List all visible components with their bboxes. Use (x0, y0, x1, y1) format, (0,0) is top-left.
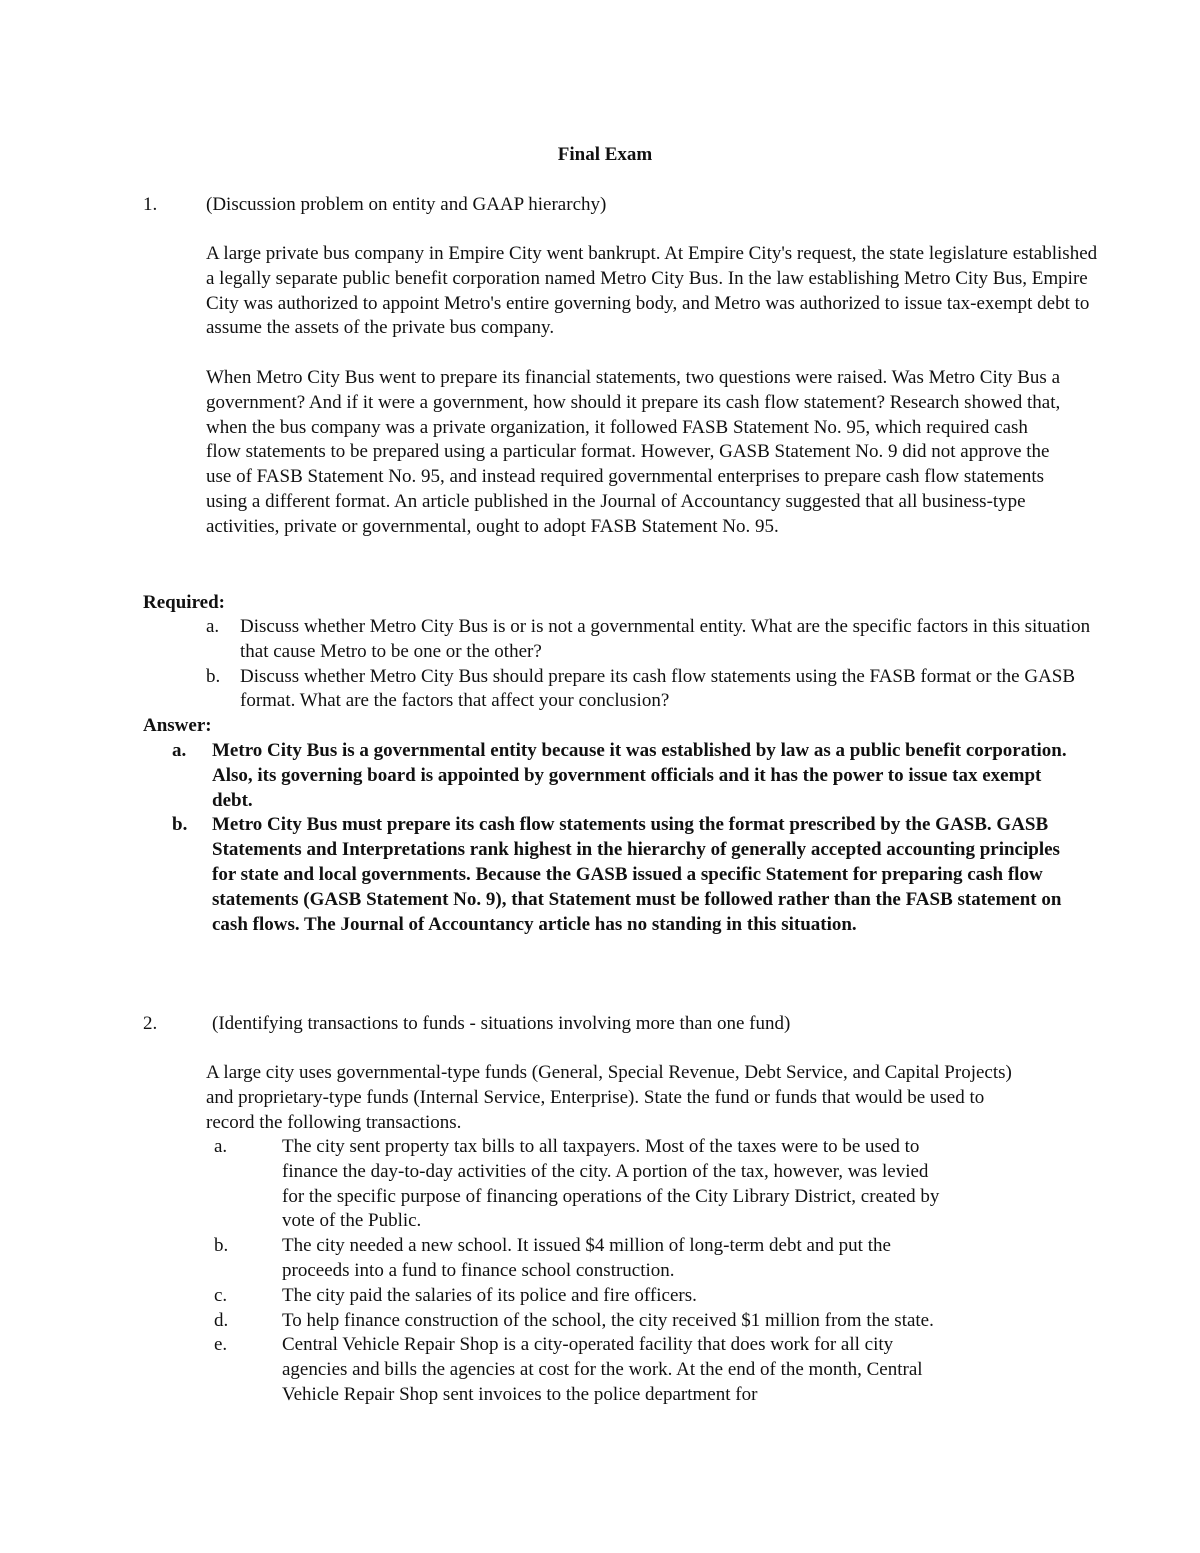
answer-heading: Answer: (143, 715, 212, 736)
question-1-topic-text: (Discussion problem on entity and GAAP hierarchy) (206, 194, 607, 215)
transaction-item-e (206, 1333, 1086, 1407)
transaction-item-e-marker: e. (214, 1334, 228, 1356)
question-1-number: 1. (143, 194, 158, 215)
required-item-a-text: Discuss whether Metro City Bus is or is not a governmental entity. What are the specific factors in this situation that cause Metro to be one or the other? (240, 616, 1091, 662)
transaction-item-a-marker: a. (214, 1136, 228, 1157)
required-list (206, 615, 1106, 714)
transaction-item-d (206, 1309, 1086, 1334)
transaction-item-b-text: The city needed a new school. It issued $4 million of long-term debt and put the proceeds into a fund to finance school construction. (282, 1235, 891, 1281)
transactions-list (206, 1135, 1086, 1408)
question-2-topic (212, 1012, 1122, 1037)
required-item-b (206, 665, 1106, 715)
answer-item-b-marker: b. (172, 814, 188, 836)
transaction-item-b (206, 1234, 1086, 1284)
transaction-item-c-text: The city paid the salaries of its police and fire officers. (282, 1284, 697, 1306)
question-2-intro (206, 1061, 1016, 1135)
transaction-item-e-text: Central Vehicle Repair Shop is a city-operated facility that does work for all city agencies and bills the agencies at cost for the work. At the end of the month, Central Vehicle Repair Shop sent invoices to the police department for (282, 1334, 923, 1405)
answer-item-b (172, 813, 1072, 937)
required-item-b-text: Discuss whether Metro City Bus should prepare its cash flow statements using the FASB format or the GASB format. What are the factors that affect your conclusion? (240, 665, 1076, 712)
transaction-item-b-marker: b. (214, 1235, 229, 1257)
transaction-item-c-marker: c. (214, 1284, 228, 1306)
required-item-b-marker: b. (206, 665, 221, 687)
transaction-item-a (206, 1135, 1086, 1234)
question-1-paragraph-2 (206, 366, 1066, 540)
answer-item-a-marker: a. (172, 740, 187, 761)
question-1-paragraph-1 (206, 242, 1106, 341)
required-heading: Required: (143, 592, 225, 613)
required-item-a-marker: a. (206, 616, 220, 637)
transaction-item-c (206, 1284, 1086, 1309)
page-title: Final Exam (557, 144, 653, 165)
question-1-paragraph-2-text: When Metro City Bus went to prepare its financial statements, two questions were raised. Was Metro City Bus a government? And if it were a government, how should it prepare its cash flow statement? Research showed that, when the bus company was a private organization, it followed FASB Statement No. 95, which required cash flow statements to be prepared using a particular format. However, GASB Statement No. 9 did not approve the use of FASB Statement No. 95, and instead required governmental enterprises to prepare cash flow statements using a different format. An article published in the Journal of Accountancy suggested that all business-type activities, private or governmental, ought to adopt FASB Statement No. 95. (206, 367, 1061, 537)
answer-item-a-text: Metro City Bus is a governmental entity because it was established by law as a public benefit corporation. Also, its governing board is appointed by government officials and it has the power to issue tax exempt debt. (212, 740, 1067, 811)
question-1-topic (206, 193, 1116, 218)
transaction-item-d-text: To help finance construction of the school, the city received $1 million from the state. (282, 1309, 934, 1331)
transaction-item-a-text: The city sent property tax bills to all taxpayers. Most of the taxes were to be used to finance the day-to-day activities of the city. A portion of the tax, however, was levied for the specific purpose of financing operations of the City Library District, created by vote of the Public. (282, 1136, 940, 1232)
question-1-paragraph-1-text: A large private bus company in Empire City went bankrupt. At Empire City's request, the state legislature established a legally separate public benefit corporation named Metro City Bus. In the law establishing Metro City Bus, Empire City was authorized to appoint Metro's entire governing body, and Metro was authorized to issue tax-exempt debt to assume the assets of the private bus company. (206, 243, 1098, 339)
question-2-number: 2. (143, 1013, 158, 1034)
question-2-intro-text: A large city uses governmental-type funds (General, Special Revenue, Debt Service, and Capital Projects) and proprietary-type funds (Internal Service, Enterprise). State the fund or funds that would be used to record the following transactions. (206, 1062, 1012, 1133)
required-item-a (206, 615, 1106, 665)
question-2-topic-text: (Identifying transactions to funds - situations involving more than one fund) (212, 1013, 791, 1034)
answer-item-a (172, 739, 1072, 813)
answer-item-b-text: Metro City Bus must prepare its cash flow statements using the format prescribed by the GASB. GASB Statements and Interpretations rank highest in the hierarchy of generally accepted accounting principles for state and local governments. Because the GASB issued a specific Statement for preparing cash flow statements (GASB Statement No. 9), that Statement must be followed rather than the FASB statement on cash flows. The Journal of Accountancy article has no standing in this situation. (212, 814, 1062, 935)
answer-list (172, 739, 1072, 937)
transaction-item-d-marker: d. (214, 1309, 229, 1331)
